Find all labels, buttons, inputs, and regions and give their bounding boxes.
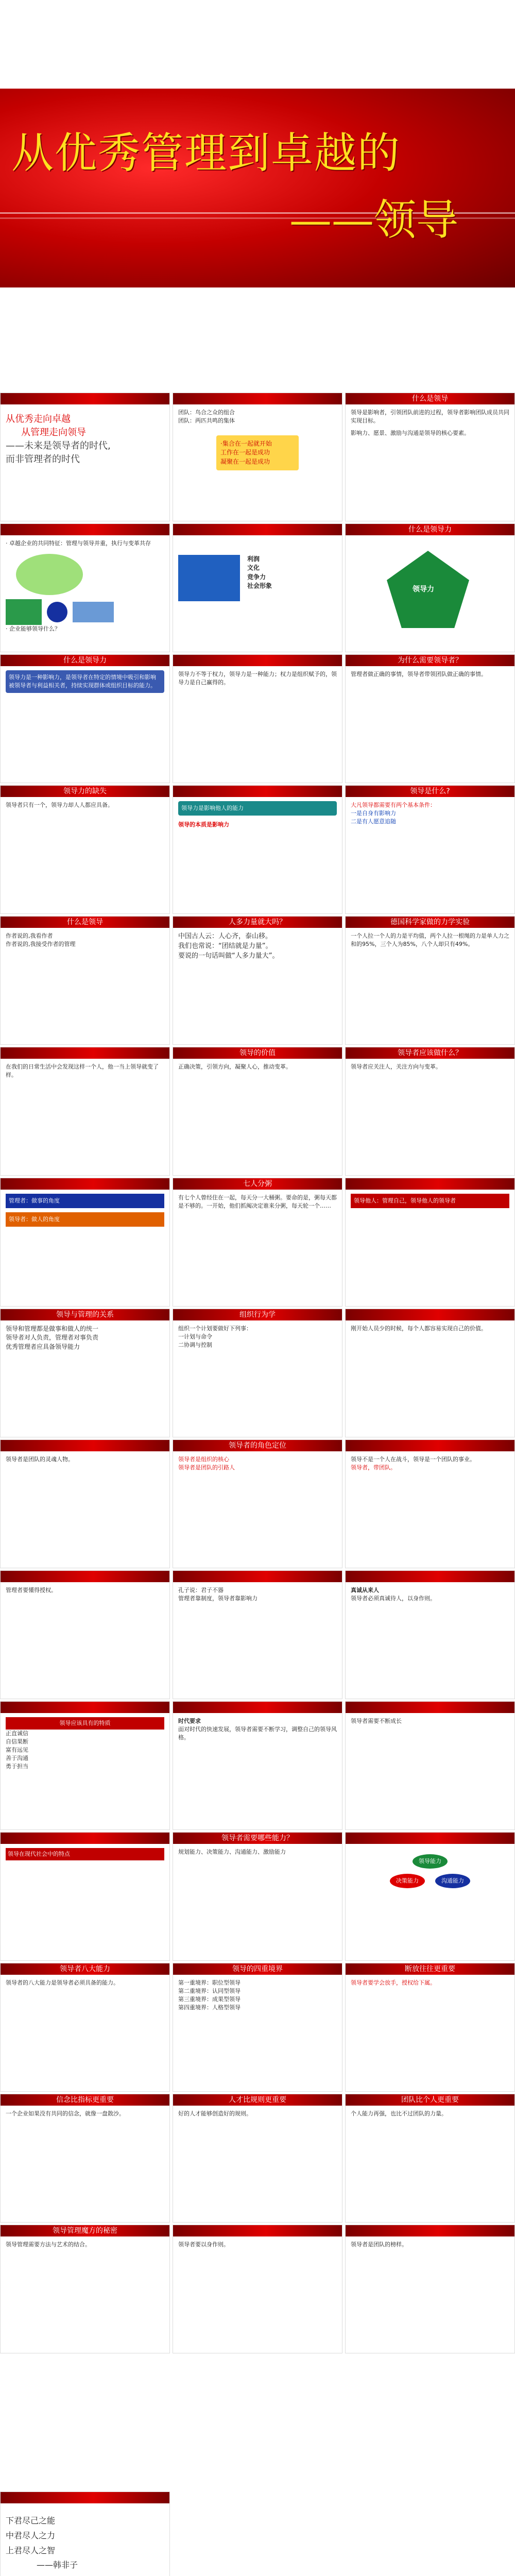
manager-box: 管理者：做事的角度	[6, 1194, 164, 1208]
belief-text: 一个企业如果没有共同的信念，就像一盘散沙。	[6, 2110, 125, 2117]
slide-header	[173, 655, 342, 666]
slide-title: 领导的价值	[173, 1047, 342, 1059]
realm-4: 第四重境界：人格型领导	[178, 2004, 241, 2011]
goal-image: 社会形象	[247, 582, 272, 590]
slide-header	[173, 393, 342, 404]
slide-intro	[0, 393, 170, 521]
slide-header	[1, 1178, 169, 1190]
slide-leadership-def	[0, 654, 170, 783]
soul-text: 领导者是团队的灵魂人物。	[6, 1456, 74, 1463]
traits-title: 领导应该具有的特质	[6, 1717, 164, 1730]
confucius-1: 孔子说：君子不器	[178, 1587, 224, 1594]
slide-grow	[345, 1701, 515, 1830]
slide-abilities	[173, 1832, 342, 1961]
team-highlight-3: 凝聚在一起是成功	[220, 457, 270, 465]
slide-sincere	[345, 1570, 515, 1699]
building-icon	[178, 555, 240, 601]
end-line1: 下君尽己之能	[6, 2516, 56, 2526]
slide-header	[1, 2492, 169, 2503]
hero-banner	[0, 89, 515, 287]
trait-4: 善于沟通	[6, 1754, 28, 1761]
slide-what-is-leading	[345, 785, 515, 914]
org-2: 一计划与命令	[178, 1333, 212, 1340]
hero-title-line2: ——领导	[289, 196, 458, 245]
slide-era	[173, 1701, 342, 1830]
slide-ability-diagram	[345, 1832, 515, 1961]
slide-what-is-leadership-2	[0, 916, 170, 1045]
porridge-text: 有七个人曾经住在一起，每天分一大桶粥。要命的是，粥每天都是不够的。一开始，他们抓阄决定谁来分粥，每天轮一个……	[178, 1194, 337, 1209]
why-text: 管理者做正确的事情，领导者带领团队做正确的事情。	[351, 671, 487, 677]
leader-box: 领导者：做人的角度	[6, 1212, 164, 1227]
slide-lead-by-example	[173, 2225, 342, 2353]
end-line2: 中君尽人之力	[6, 2530, 56, 2540]
ability-node-3: 沟通能力	[435, 1874, 470, 1888]
pyramid-icon	[73, 602, 114, 622]
slide-team-leader	[345, 1439, 515, 1568]
lead-2-text-1: 作者说的,我看作者	[6, 933, 53, 939]
slide-title: 领导管理魔方的秘密	[1, 2225, 169, 2236]
slide-power	[173, 654, 342, 783]
slide-header	[346, 1571, 514, 1582]
slide-header	[1, 1571, 169, 1582]
slide-header	[1, 393, 169, 404]
slide-talent	[173, 2094, 342, 2223]
many-text-2: 我们也常说：“团结就是力量”。	[178, 942, 272, 950]
example-text: 领导者要以身作则。	[178, 2241, 229, 2248]
power-text: 领导力不等于权力，领导力是一种能力；权力是组织赋予的，领导力是自己赢得的。	[178, 671, 337, 686]
ability-node-1: 领导能力	[413, 1854, 448, 1869]
ability-node-2: 决策能力	[390, 1874, 425, 1888]
slide-belief	[0, 2094, 170, 2223]
slide-header	[1, 1047, 169, 1059]
many-text-1: 中国古人云：人心齐，泰山移。	[178, 933, 272, 940]
sincere-title: 真诚从来人	[351, 1587, 379, 1594]
slide-title: 领导者八大能力	[1, 1963, 169, 1975]
sincere-text: 领导者必须真诚待人，以身作则。	[351, 1595, 436, 1602]
slide-header	[1, 524, 169, 535]
slide-header	[346, 1440, 514, 1451]
growth-text: 刚开始人员少的时候，每个人都容易实现自己的价值。	[351, 1325, 487, 1332]
intro-line3: ——未来是领导者的时代,	[6, 440, 111, 452]
org-1: 组织一个计划要做好下列事：	[178, 1325, 252, 1332]
role-model-text: 领导者是团队的榜样。	[351, 2241, 407, 2248]
slide-role-model	[345, 2225, 515, 2353]
slide-title: 德国科学家做的力学实验	[346, 917, 514, 928]
slide-title: 什么是领导	[346, 393, 514, 404]
slide-title: 组织行为学	[173, 1309, 342, 1320]
slide-four-realms	[173, 1963, 342, 2092]
lack-text: 领导者只有一个，领导力却人人都应具备。	[6, 802, 113, 808]
slide-org-behavior	[173, 1309, 342, 1437]
slide-team-over-individual	[345, 2094, 515, 2223]
era-title: 时代要求	[178, 1718, 201, 1724]
intro-line4: 而非管理者的时代	[6, 454, 80, 465]
slide-header	[173, 524, 342, 535]
should-do-text: 领导者应关注人，关注方向与变革。	[351, 1063, 441, 1070]
slide-team	[173, 393, 342, 521]
trait-5: 勇于担当	[6, 1762, 28, 1770]
team-highlight-1: ·集合在一起就开始	[220, 439, 272, 447]
slide-title: 领导的四重境界	[173, 1963, 342, 1975]
slide-seven-porridge	[173, 1178, 342, 1307]
team-bullet-1: 团队：鸟合之众的组合	[178, 409, 235, 416]
slide-leadership-pentagon	[345, 523, 515, 652]
modern-text: 领导在现代社会中的特点	[6, 1848, 164, 1860]
grow-text: 领导者需要不断成长	[351, 1718, 402, 1724]
slide-header	[346, 2225, 514, 2236]
many-text-3: 要说的一句话叫做“人多力量大”。	[178, 952, 279, 960]
end-line4: ——韩非子	[37, 2560, 78, 2570]
role-1: 领导者是组织的核心	[178, 1456, 229, 1463]
leader-def-1: 领导是影响者，引领团队前进的过程，领导者影响团队成员共同实现目标。	[351, 409, 509, 424]
relation-1: 领导和管理都是做事和做人的统一	[6, 1325, 99, 1332]
slide-many-people	[173, 916, 342, 1045]
talent-text: 好的人才能够创造好的规则。	[178, 2110, 252, 2117]
lead-others-text: 领导他人：管理自己，领导他人的领导者	[351, 1194, 509, 1208]
pentagon-center: 领导力	[413, 585, 434, 594]
slide-title: 什么是领导	[1, 917, 169, 928]
goal-culture: 文化	[247, 564, 260, 572]
realm-2: 第二重境界：认同型领导	[178, 1987, 241, 1994]
slide-header	[173, 1702, 342, 1713]
influence-box: 领导力是影响他人的能力	[178, 801, 337, 816]
leading-text-2: 一是自身有影响力	[351, 809, 396, 817]
slide-magic-cube	[0, 2225, 170, 2353]
slide-title: 领导是什么?	[346, 786, 514, 797]
circle-icon	[47, 602, 67, 622]
slide-header	[1, 1440, 169, 1451]
intro-line1: 从优秀走向卓越	[6, 414, 71, 425]
company-bullet-3: · 企业能够领导什么？	[6, 625, 60, 632]
team-leader-2: 领导者，带团队。	[351, 1464, 396, 1471]
building-icon	[6, 599, 42, 625]
abilities-text: 规划能力、决策能力、沟通能力、激励能力	[178, 1849, 286, 1855]
slide-german-experiment	[345, 916, 515, 1045]
leader-def-2: 影响力、愿景、激励与沟通是领导的核心要素。	[351, 429, 470, 436]
influence-note: 领导的本质是影响力	[178, 821, 229, 828]
magic-cube-text: 领导管理需要方法与艺术的结合。	[6, 2241, 91, 2248]
eight-text: 领导者的八大能力是领导者必须具备的能力。	[6, 1979, 119, 1986]
slide-soul	[0, 1439, 170, 1568]
org-3: 二协调与控制	[178, 1341, 212, 1348]
slide-let-go	[345, 1963, 515, 2092]
slide-value	[173, 1047, 342, 1176]
slide-influence	[173, 785, 342, 914]
slide-change	[0, 1047, 170, 1176]
slide-title: 领导者应该做什么？	[346, 1047, 514, 1059]
def-box: 领导力是一种影响力，是领导者在特定的情境中吸引和影响被领导者与利益相关者，持续实现群体或组织目标的能力。	[6, 670, 164, 693]
slide-what-is-leader	[345, 393, 515, 521]
slide-title: 领导者的角色定位	[173, 1440, 342, 1451]
slide-lead-others	[345, 1178, 515, 1307]
confucius-2: 管理者靠制度，领导者靠影响力	[178, 1595, 258, 1602]
slide-header	[173, 786, 342, 797]
era-text: 面对时代的快速发展，领导者需要不断学习，调整自己的领导风格。	[178, 1725, 337, 1741]
german-text: 一个人拉一个人的力是平均值，两个人拉一根绳的力是单人力之和的95%，三个人为85%，八个人却只有49%。	[351, 933, 509, 947]
cloud-shape	[16, 554, 83, 595]
slide-title: 人多力量就大吗？	[173, 917, 342, 928]
slide-confucius	[173, 1570, 342, 1699]
slide-role	[173, 1439, 342, 1568]
slide-title: 信念比指标更重要	[1, 2094, 169, 2106]
trait-3: 富有远见	[6, 1746, 28, 1753]
hero-title-line1: 从优秀管理到卓越的	[11, 129, 401, 178]
slide-title: 团队比个人更重要	[346, 2094, 514, 2106]
slide-title: 断放往往更重要	[346, 1963, 514, 1975]
slide-title: 领导者需要哪些能力？	[173, 1833, 342, 1844]
slide-title: 什么是领导力	[1, 655, 169, 666]
slide-header	[346, 1309, 514, 1320]
value-text: 正确决策，引领方向，凝聚人心，推动变革。	[178, 1063, 291, 1070]
slide-header	[346, 1833, 514, 1844]
goal-competitiveness: 竞争力	[247, 573, 266, 581]
slide-modern	[0, 1832, 170, 1961]
team-bullet-2: 团队：两匹共鸣的集体	[178, 417, 235, 424]
team-highlight-2: 工作在一起是成功	[220, 449, 270, 456]
intro-line2: 从管理走向领导	[21, 427, 86, 438]
let-go-text: 领导者要学会放手，授权给下属。	[351, 1979, 436, 1986]
slide-company-goals	[173, 523, 342, 652]
slide-title: 领导与管理的关系	[1, 1309, 169, 1320]
slide-header	[173, 1571, 342, 1582]
slide-relation	[0, 1309, 170, 1437]
slide-lack	[0, 785, 170, 914]
leading-text-3: 二是有人愿意追随	[351, 818, 396, 825]
slide-company	[0, 523, 170, 652]
slide-title: 七人分粥	[173, 1178, 342, 1190]
slide-delegate	[0, 1570, 170, 1699]
relation-3: 优秀管理者应具备领导能力	[6, 1343, 80, 1350]
slide-title: 领导力的缺失	[1, 786, 169, 797]
slide-header	[346, 1702, 514, 1713]
company-bullet-1: · 卓越企业的共同特征：管理与领导并重，执行与变革共存	[6, 540, 151, 547]
team-leader-1: 领导不是一个人在战斗，领导是一个团队的事业。	[351, 1456, 475, 1463]
realm-1: 第一重境界：职位型领导	[178, 1979, 241, 1986]
slide-traits	[0, 1701, 170, 1830]
trait-1: 正直诚信	[6, 1730, 28, 1737]
slide-why-leader	[345, 654, 515, 783]
slide-eight-abilities	[0, 1963, 170, 2092]
slide-title: 什么是领导力	[346, 524, 514, 535]
slide-title: 为什么需要领导者？	[346, 655, 514, 666]
slide-header	[346, 1178, 514, 1190]
trait-2: 自信果断	[6, 1738, 28, 1745]
end-line3: 上君尽人之智	[6, 2545, 56, 2555]
slide-header	[1, 1702, 169, 1713]
slide-growth	[345, 1309, 515, 1437]
leading-text-1: 大凡领导都需要有两个基本条件：	[351, 802, 436, 808]
slide-ending	[0, 2492, 170, 2576]
team-over-text: 个人能力再强，也比不过团队的力量。	[351, 2110, 447, 2117]
lead-2-text-2: 作者说的,我接受作者的管理	[6, 940, 76, 947]
slide-title: 人才比规则更重要	[173, 2094, 342, 2106]
slide-header	[1, 1833, 169, 1844]
slide-manager-vs-leader	[0, 1178, 170, 1307]
change-text: 在我们的日常生活中会发现这样一个人，他一当上领导就变了样。	[6, 1063, 159, 1078]
goal-profit: 利润	[247, 555, 260, 563]
delegate-text: 管理者要懂得授权。	[6, 1587, 57, 1594]
realm-3: 第三重境界：成果型领导	[178, 1995, 241, 2003]
team-highlight-box	[216, 435, 299, 470]
slide-should-do	[345, 1047, 515, 1176]
relation-2: 领导者对人负责，管理者对事负责	[6, 1334, 99, 1342]
slide-header	[173, 2225, 342, 2236]
role-2: 领导者是团队的引路人	[178, 1464, 235, 1471]
